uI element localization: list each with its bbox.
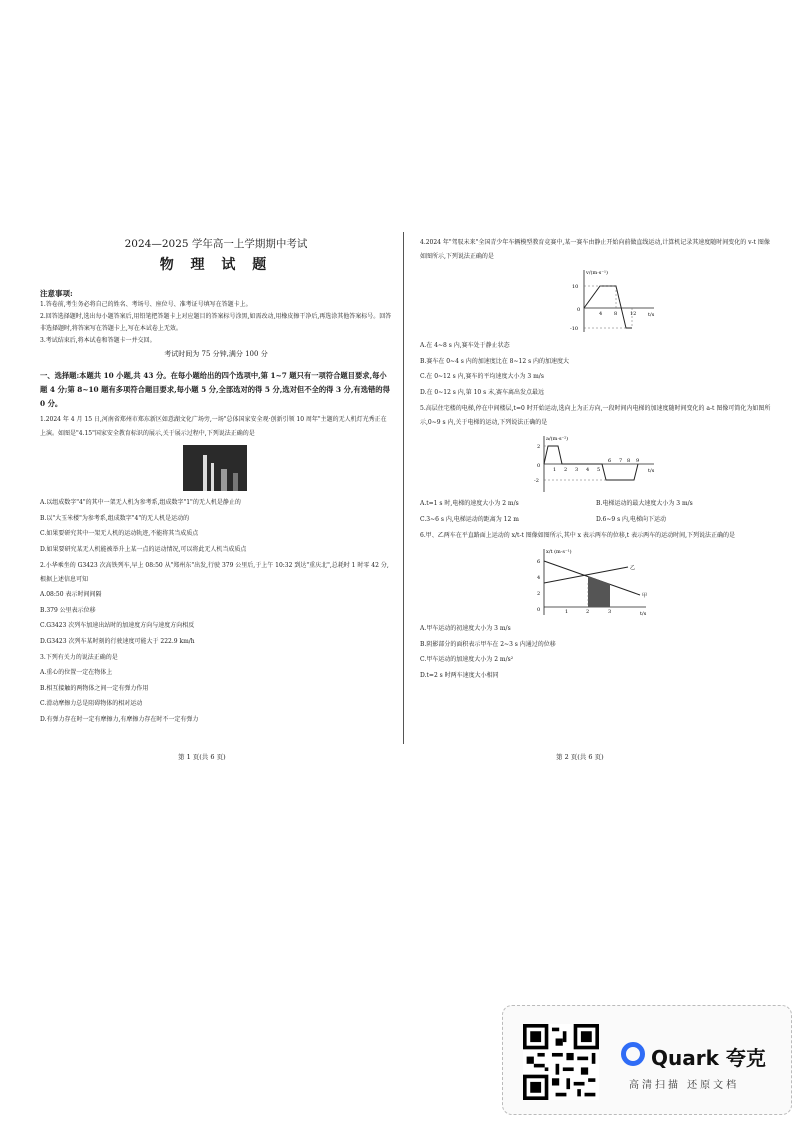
xt-tick: 2: [537, 591, 541, 597]
exam-duration: 考试时间为 75 分钟,满分 100 分: [164, 350, 268, 358]
question-4-stem: 4.2024 年"驾驭未来"全国青少年车辆模型教育竞赛中,某一赛车由静止开始向前做直线运动,计算机记录其速度随时间变化的 v-t 图像如图所示,下列说法正确的是: [420, 239, 770, 260]
quark-tagline: 高清扫描 还原文档: [629, 1080, 740, 1091]
at-tick: 2: [564, 467, 568, 473]
note-item: 2.回答选择题时,选出每小题答案后,用铅笔把答题卡上对应题目的答案标号涂黑,如需改动,用橡皮擦干净后,再选涂其他答案标号。回答非选择题时,将答案写在答题卡上,写在本试卷上无效。: [40, 313, 392, 332]
vt-graph: [420, 266, 772, 336]
q6-option-c: C.甲车运动的加速度大小为 2 m/s²: [420, 656, 514, 663]
question-1-stem: 1.2024 年 4 月 15 日,河南省郑州市郑东新区如意湖文化广场旁,一场"总体国家安全观·创新引领 10 周年"主题的无人机灯光秀正在上演。如图是"4.15"国家安全教育标识的展示,关于展示过程中,下列说法正确的是: [40, 416, 387, 437]
note-item: 1.答卷前,考生务必将自己的姓名、考场号、座位号、准考证号填写在答题卡上。: [40, 301, 252, 308]
exam-title: 2024—2025 学年高一上学期期中考试: [124, 238, 308, 250]
q3-option-c: C.滑动摩擦力总是阻碍物体的相对运动: [40, 700, 143, 707]
at-ylabel: a/(m·s⁻²): [546, 436, 569, 442]
q2-option-d: D.G3423 次列车某时刻的行驶速度可能大于 222.9 km/h: [40, 637, 195, 645]
q4-option-a: A.在 4~8 s 内,赛车处于静止状态: [420, 342, 510, 349]
q5-option-d: D.6~9 s 内,电梯向下运动: [596, 515, 666, 523]
q4-option-d: D.在 0~12 s 内,第 10 s 末,赛车离出发点最远: [420, 388, 545, 396]
q3-option-b: B.相互接触的两物体之间一定有弹力作用: [40, 684, 149, 692]
quark-brand: Quark 夸克: [651, 1046, 766, 1070]
xt-graph: [420, 545, 772, 619]
at-tick: 7: [619, 458, 623, 464]
at-graph: [420, 432, 772, 494]
at-tick: 2: [537, 444, 541, 450]
vt-xlabel: t/s: [648, 312, 655, 318]
question-5-stem: 5.高层住宅楼的电梯,停在中间楼层,t=0 时开始运动,选向上为正方向,一段时间内电梯的加速度随时间变化的 a-t 图像可简化为如图所示,0~9 s 内,关于电梯的运动,下列说法正确的是: [420, 405, 771, 426]
q1-option-b: B.以"大玉米楼"为参考系,组成数字"4"的无人机是运动的: [40, 514, 190, 522]
page-footer-right: 第 2 页(共 6 页): [556, 753, 604, 761]
q5-option-c: C.3~6 s 内,电梯运动的距离为 12 m: [420, 515, 519, 523]
xt-ylabel: x/t (m·s⁻¹): [546, 549, 572, 555]
xt-tick: 1: [565, 609, 569, 615]
at-tick: 8: [627, 458, 631, 464]
notes-heading: 注意事项:: [40, 289, 73, 298]
at-tick: 3: [575, 467, 579, 473]
right-column: [420, 234, 772, 683]
q1-option-c: C.如果要研究其中一架无人机的运动轨迹,不能将其当成质点: [40, 530, 199, 537]
vt-tick: 12: [630, 311, 637, 317]
q5-option-a: A.t=1 s 时,电梯的速度大小为 2 m/s: [420, 500, 519, 507]
q1-option-a: A.以组成数字"4"的其中一架无人机为参考系,组成数字"1"的无人机是静止的: [40, 499, 241, 506]
q2-option-a: A.08:50 表示时间间隔: [40, 591, 102, 598]
q6-option-b: B.阴影部分的面积表示甲车在 2~3 s 内通过的位移: [420, 640, 556, 648]
question-3-stem: 3.下列有关力的说法正确的是: [40, 654, 118, 661]
q5-options-row-2: [420, 512, 772, 528]
at-tick: 4: [586, 467, 590, 473]
q3-option-a: A.重心的位置一定在物体上: [40, 669, 113, 676]
quark-logo-icon: [621, 1042, 645, 1066]
q1-option-d: D.如果要研究某无人机能被举升上某一点的运动情况,可以将此无人机当成质点: [40, 545, 247, 553]
page-footer-left: 第 1 页(共 6 页): [178, 753, 226, 761]
drone-show-photo: [183, 445, 247, 491]
note-item: 3.考试结束后,将本试卷和答题卡一并交回。: [40, 337, 156, 344]
vt-tick: 0: [577, 307, 581, 313]
xt-xlabel: t/s: [640, 611, 647, 617]
xt-tick: 6: [537, 559, 541, 565]
notes-list: [40, 299, 392, 347]
q6-option-d: D.t=2 s 时两车速度大小相同: [420, 671, 499, 679]
xt-tick: 2: [586, 609, 590, 615]
vt-tick: 4: [599, 311, 603, 317]
at-tick: 1: [553, 467, 557, 473]
q5-options-row-1: [420, 496, 772, 512]
xt-line-label: 甲: [642, 593, 648, 599]
q5-option-b: B.电梯运动的最大速度大小为 3 m/s: [596, 500, 693, 507]
left-column: [40, 228, 392, 727]
vt-tick: 10: [572, 284, 579, 290]
at-tick: 0: [537, 463, 541, 469]
at-tick: 6: [608, 458, 612, 464]
at-tick: 5: [597, 467, 601, 473]
vt-tick: -10: [570, 326, 579, 332]
xt-tick: 4: [537, 575, 541, 581]
q6-option-a: A.甲车运动的初速度大小为 3 m/s: [420, 625, 511, 632]
q3-option-d: D.有弹力存在时一定有摩擦力,有摩擦力存在时不一定有弹力: [40, 715, 199, 723]
subject-title: 物 理 试 题: [159, 257, 273, 273]
qr-code[interactable]: [523, 1024, 599, 1100]
at-tick: -2: [534, 478, 539, 484]
at-tick: 9: [636, 458, 640, 464]
question-6-stem: 6.甲、乙两车在平直路面上运动的 x/t-t 图像如图所示,其中 x 表示两车的位移,t 表示两车的运动时间,下列说法正确的是: [420, 532, 736, 539]
section-heading: 一、选择题:本题共 10 小题,共 43 分。在每小题给出的四个选项中,第 1~7 题只有一项符合题目要求,每小题 4 分;第 8~10 题有多项符合题目要求,每小题 5 分,全部选对的得 5 分,选对但不全的得 3 分,有选错的得 0 分。: [40, 371, 390, 408]
vt-ylabel: v/(m·s⁻¹): [586, 270, 608, 276]
xt-tick: 3: [608, 609, 612, 615]
column-divider: [403, 232, 404, 744]
q4-option-c: C.在 0~12 s 内,赛车的平均速度大小为 3 m/s: [420, 373, 544, 380]
quark-promo-card[interactable]: [502, 1005, 792, 1115]
question-2-stem: 2.小华乘坐的 G3423 次高铁列车,早上 08:50 从"郑州东"出发,行驶 379 公里后,于上午 10:32 到达"重庆北",总耗时 1 时零 42 分,根据上述信息可知: [40, 562, 389, 583]
q2-option-c: C.G3423 次列车加速出站时的加速度方向与速度方向相反: [40, 622, 195, 629]
xt-tick: 0: [537, 607, 541, 613]
at-xlabel: t/s: [648, 468, 655, 474]
vt-tick: 8: [614, 311, 618, 317]
q4-option-b: B.赛车在 0~4 s 内的加速度比在 8~12 s 内的加速度大: [420, 357, 570, 365]
q2-option-b: B.379 公里表示位移: [40, 606, 96, 614]
xt-line-label: 乙: [630, 565, 636, 571]
